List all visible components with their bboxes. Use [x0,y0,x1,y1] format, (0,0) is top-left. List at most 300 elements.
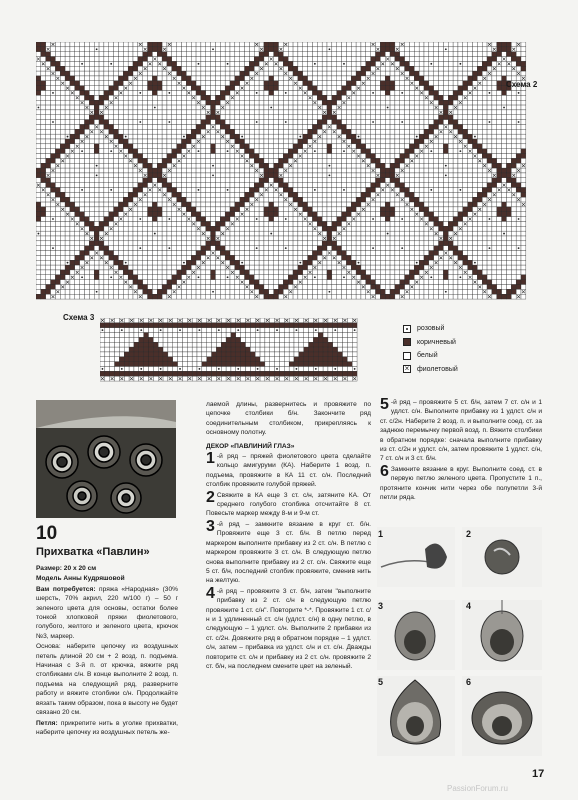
chart-cell [502,221,507,226]
dot-stitch-mark [110,150,112,152]
chart-cell [337,158,342,163]
chart-cell [230,236,235,241]
chart-cell [288,226,293,231]
chart-cell [206,81,211,86]
chart-cell [41,158,46,163]
chart-cell [211,100,216,105]
dot-stitch-mark [81,150,83,152]
chart-cell [186,226,191,231]
chart-cell [240,105,245,110]
chart-cell [356,105,361,110]
chart-cell [148,183,153,188]
chart-cell [104,42,109,47]
chart-cell [424,197,429,202]
chart-cell [439,158,444,163]
chart-cell [279,188,284,193]
chart-cell [322,207,327,212]
chart-cell [439,105,444,110]
chart-cell [516,95,521,100]
chart-cell [342,86,347,91]
chart-cell [114,47,119,52]
chart-cell [109,255,114,260]
chart-cell [269,207,274,212]
chart-cell [376,120,381,125]
chart-cell [327,202,332,207]
chart-cell [94,57,99,62]
chart-cell [337,251,342,256]
chart-cell [186,255,191,260]
chart-cell [215,134,220,139]
chart-cell [337,124,342,129]
chart-cell [380,91,385,96]
chart-cell [182,149,187,154]
chart-cell [473,100,478,105]
chart-cell [138,202,143,207]
chart-cell [240,100,245,105]
chart-cell [133,158,138,163]
chart-cell [75,183,80,188]
chart-cell [133,91,138,96]
chart-cell [473,110,478,115]
chart-cell [288,52,293,57]
chart-cell [380,226,385,231]
chart-cell [148,154,153,159]
chart-cell [521,47,526,52]
chart-cell [342,236,347,241]
chart-cell [322,154,327,159]
chart-cell [249,110,254,115]
chart-cell [259,100,264,105]
chart-cell [405,129,410,134]
chart-cell [254,212,259,217]
chart-cell [293,163,298,168]
chart-cell [245,124,250,129]
chart-cell [80,81,85,86]
chart-cell [245,255,250,260]
chart-cell [123,110,128,115]
chart-cell [332,231,337,236]
chart-cell [327,221,332,226]
chart-cell [51,212,56,217]
chart-cell [235,188,240,193]
chart-cell [177,202,182,207]
chart-cell [337,207,342,212]
chart-cell [109,120,114,125]
chart-cell [434,183,439,188]
chart-cell [477,221,482,226]
chart-cell [361,251,366,256]
chart-cell [230,217,235,222]
chart-cell [104,255,109,260]
chart-cell [133,173,138,178]
chart-cell [351,192,356,197]
chart-cell [351,95,356,100]
chart-cell [177,129,182,134]
chart-cell [453,144,458,149]
chart-cell [196,144,201,149]
chart-cell [211,255,216,260]
chart-cell [245,168,250,173]
chart-cell [245,76,250,81]
chart-cell [274,139,279,144]
chart-cell [458,47,463,52]
chart-cell [143,57,148,62]
chart-cell [41,95,46,100]
chart-cell [308,236,313,241]
chart-cell [245,129,250,134]
chart-cell [206,47,211,52]
chart-cell [60,168,65,173]
chart-cell [85,91,90,96]
chart-cell [196,124,201,129]
chart-cell [303,207,308,212]
chart-cell [332,154,337,159]
chart-cell [473,183,478,188]
dot-stitch-mark [52,247,54,249]
chart-cell [259,134,264,139]
chart-cell [70,158,75,163]
chart-cell [482,139,487,144]
dot-stitch-mark [110,189,112,191]
chart-cell [409,76,414,81]
chart-cell [152,178,157,183]
chart-cell [123,207,128,212]
chart-cell [497,105,502,110]
chart-cell [487,202,492,207]
chart-cell [332,95,337,100]
chart-cell [118,76,123,81]
chart-cell [114,178,119,183]
chart-cell [109,183,114,188]
chart-cell [36,207,41,212]
chart-cell [468,241,473,246]
chart-cell [448,149,453,154]
chart-cell [89,163,94,168]
dot-stitch-mark [518,121,520,123]
chart-cell [380,129,385,134]
chart-cell [424,173,429,178]
chart-cell [380,144,385,149]
chart-cell [123,241,128,246]
chart-cell [240,183,245,188]
chart-cell [118,192,123,197]
chart-cell [235,57,240,62]
chart-cell [128,217,133,222]
chart-cell [516,173,521,178]
chart-cell [487,192,492,197]
chart-cell [477,139,482,144]
chart-cell [419,95,424,100]
chart-cell [55,188,60,193]
chart-cell [99,154,104,159]
chart-cell [230,105,235,110]
chart-cell [380,100,385,105]
chart-cell [162,105,167,110]
chart-cell [182,76,187,81]
chart-cell [327,255,332,260]
chart-cell [36,61,41,66]
chart-cell [468,139,473,144]
chart-cell [104,178,109,183]
chart-cell [521,149,526,154]
chart-cell [157,197,162,202]
chart-cell [94,188,99,193]
chart-cell [104,66,109,71]
chart-cell [497,251,502,256]
chart-cell [89,173,94,178]
chart-cell [152,192,157,197]
chart-cell [414,57,419,62]
chart-cell [46,144,51,149]
chart-cell [346,57,351,62]
chart-cell [94,95,99,100]
chart-cell [424,47,429,52]
chart-cell [94,81,99,86]
chart-cell [516,110,521,115]
chart-cell [269,124,274,129]
chart-cell [380,192,385,197]
chart-cell [312,91,317,96]
chart-cell [51,76,56,81]
chart-cell [419,115,424,120]
chart-cell [75,105,80,110]
chart-cell [502,52,507,57]
chart-cell [60,236,65,241]
chart-cell [492,158,497,163]
chart-cell [89,158,94,163]
chart-cell [463,149,468,154]
chart-cell [104,144,109,149]
chart-cell [279,226,284,231]
chart-cell [274,173,279,178]
chart-cell [366,105,371,110]
chart-cell [114,134,119,139]
chart-cell [172,105,177,110]
chart-cell [424,207,429,212]
chart-cell [521,52,526,57]
chart-cell [138,154,143,159]
chart-cell [361,144,366,149]
chart-cell [114,163,119,168]
chart-cell [85,57,90,62]
chart-cell [254,100,259,105]
chart-cell [60,129,65,134]
chart-cell [211,144,216,149]
chart-cell [206,76,211,81]
chart-cell [453,149,458,154]
chart-cell [322,115,327,120]
dot-stitch-mark [503,233,505,235]
chart-cell [395,91,400,96]
chart-cell [458,255,463,260]
chart-cell [215,124,220,129]
chart-cell [152,149,157,154]
dot-stitch-mark [183,262,185,264]
chart-cell [157,71,162,76]
chart-cell [356,168,361,173]
chart-cell [497,95,502,100]
chart-cell [269,212,274,217]
chart-cell [249,105,254,110]
chart-cell [254,163,259,168]
chart-cell [380,66,385,71]
chart-cell [167,110,172,115]
chart-cell [138,57,143,62]
chart-cell [104,115,109,120]
chart-cell [99,226,104,231]
chart-cell [434,86,439,91]
chart-cell [492,212,497,217]
chart-cell [497,183,502,188]
chart-cell [162,81,167,86]
chart-cell [148,115,153,120]
chart-cell [429,168,434,173]
chart-cell [274,144,279,149]
chart-cell [85,124,90,129]
chart-cell [85,163,90,168]
chart-cell [366,86,371,91]
chart-cell [448,134,453,139]
chart-cell [337,163,342,168]
chart-cell [99,212,104,217]
chart-cell [317,168,322,173]
dot-stitch-mark [387,107,389,109]
chart-cell [317,71,322,76]
chart-cell [366,207,371,212]
chart-cell [303,76,308,81]
chart-cell [177,100,182,105]
dot-stitch-mark [125,136,127,138]
chart-cell [385,120,390,125]
chart-cell [172,57,177,62]
chart-cell [186,197,191,202]
chart-cell [380,168,385,173]
chart-cell [114,149,119,154]
chart-cell [458,231,463,236]
chart-cell [463,217,468,222]
chart-cell [473,251,478,256]
chart-cell [283,100,288,105]
chart-cell [487,139,492,144]
chart-cell [65,163,70,168]
dot-stitch-mark [52,218,54,220]
chart-cell [434,110,439,115]
chart-cell [36,42,41,47]
chart-cell [230,139,235,144]
chart-cell [245,197,250,202]
chart-cell [405,91,410,96]
chart-cell [458,202,463,207]
chart-cell [356,144,361,149]
chart-cell [322,66,327,71]
chart-cell [366,81,371,86]
chart-cell [249,66,254,71]
chart-cell [308,52,313,57]
chart-cell [104,57,109,62]
chart-cell [46,149,51,154]
chart-cell [123,251,128,256]
chart-cell [312,57,317,62]
chart-cell [342,154,347,159]
chart-cell [419,173,424,178]
chart-cell [46,115,51,120]
chart-cell [201,183,206,188]
chart-cell [376,91,381,96]
chart-cell [36,260,41,265]
chart-cell [46,42,51,47]
chart-cell [322,57,327,62]
chart-cell [123,124,128,129]
chart-cell [85,86,90,91]
chart-cell [235,260,240,265]
chart-cell [521,120,526,125]
chart-cell [182,236,187,241]
chart-cell [225,95,230,100]
chart-cell [511,178,516,183]
chart-cell [245,61,250,66]
chart-cell [99,139,104,144]
chart-cell [429,91,434,96]
chart-cell [114,71,119,76]
chart-cell [94,66,99,71]
chart-cell [283,105,288,110]
chart-cell [279,115,284,120]
chart-cell [89,95,94,100]
chart-cell [85,42,90,47]
chart-cell [414,207,419,212]
chart-cell [245,91,250,96]
chart-cell [167,52,172,57]
chart-cell [298,251,303,256]
chart-cell [477,105,482,110]
chart-cell [65,71,70,76]
chart-cell [477,163,482,168]
chart-cell [458,163,463,168]
chart-cell [51,57,56,62]
chart-cell [308,255,313,260]
chart-cell [85,66,90,71]
chart-cell [448,163,453,168]
chart-cell [322,246,327,251]
chart-cell [264,76,269,81]
chart-cell [511,188,516,193]
chart-cell [312,246,317,251]
chart-cell [414,91,419,96]
chart-cell [85,241,90,246]
chart-cell [36,212,41,217]
chart-cell [463,134,468,139]
chart-cell [468,144,473,149]
chart-cell [269,66,274,71]
chart-cell [468,52,473,57]
chart-cell [75,260,80,265]
chart-cell [167,86,172,91]
chart-cell [511,236,516,241]
chart-cell [215,100,220,105]
chart-cell [395,154,400,159]
chart-cell [351,61,356,66]
chart-cell [298,183,303,188]
chart-cell [511,91,516,96]
chart-cell [206,207,211,212]
chart-cell [191,260,196,265]
chart-cell [167,192,172,197]
chart-cell [99,217,104,222]
chart-cell [511,124,516,129]
chart-cell [308,71,313,76]
dot-stitch-mark [285,218,287,220]
chart-cell [419,192,424,197]
